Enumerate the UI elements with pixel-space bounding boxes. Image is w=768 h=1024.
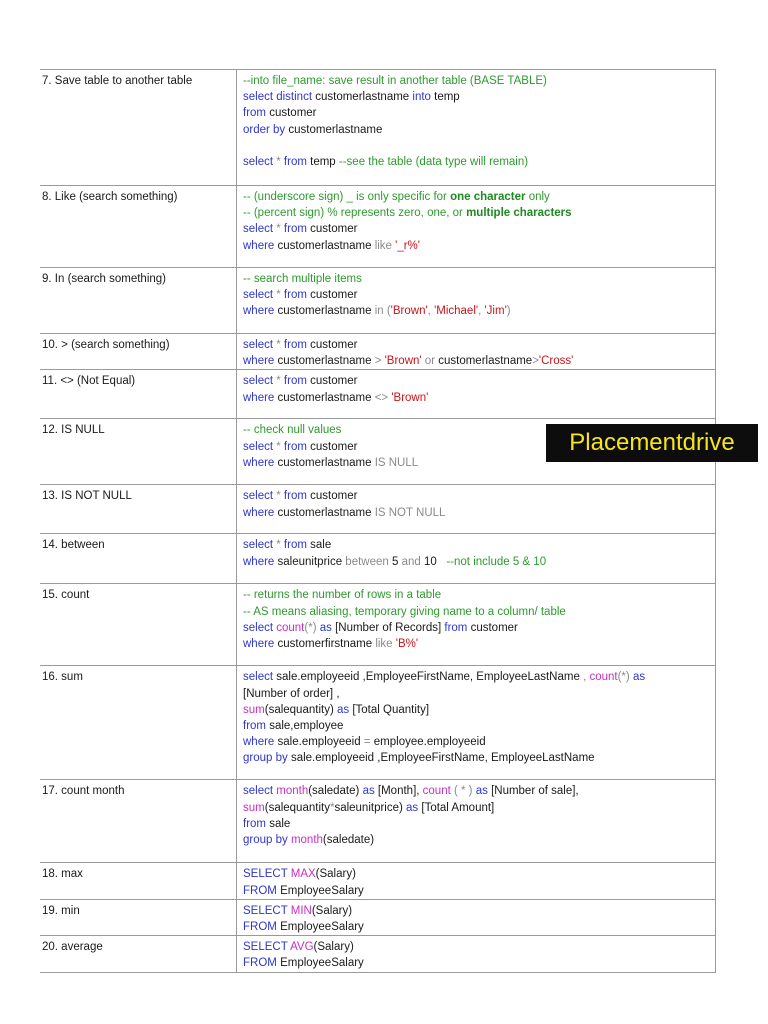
row-code: [237, 334, 716, 370]
code-line: [243, 783, 711, 799]
code-line: [243, 122, 711, 138]
code-token: (*): [304, 621, 320, 634]
code-token: as: [632, 671, 646, 684]
code-line: [243, 866, 711, 882]
code-line: [243, 620, 711, 636]
code-line: [243, 271, 711, 287]
code-token: customer: [310, 223, 358, 236]
code-line: [243, 939, 711, 955]
code-token: customer: [269, 107, 317, 120]
code-line: [243, 205, 711, 221]
code-line: [243, 238, 711, 254]
code-token: <>: [374, 391, 392, 404]
code-token: select: [243, 339, 277, 351]
row-label: 18. max: [40, 863, 237, 899]
code-token: EmployeeSalary: [280, 921, 364, 934]
code-token: select: [243, 156, 277, 168]
code-token: sum: [243, 801, 265, 814]
sql-cheatsheet-table: [40, 69, 716, 973]
code-token: [Total Amount]: [421, 801, 495, 814]
code-token: into: [412, 91, 435, 104]
code-token: [Total Quantity]: [352, 703, 430, 716]
code-token: 10: [423, 555, 447, 568]
code-token: FROM: [243, 884, 281, 897]
code-token: month: [276, 785, 309, 798]
code-line: [243, 587, 711, 603]
code-token: *: [276, 440, 284, 453]
code-token: select: [243, 490, 277, 503]
code-token: from: [283, 339, 311, 351]
code-token: where: [243, 239, 278, 252]
table-row: [40, 370, 716, 419]
code-token: 'Cross': [538, 355, 574, 368]
code-token: -- AS means aliasing, temporary giving name to a column/ table: [243, 605, 566, 618]
code-token: EmployeeSalary: [280, 884, 364, 897]
row-label: 13. IS NOT NULL: [40, 485, 237, 534]
code-token: from: [283, 440, 311, 453]
code-line: [243, 734, 711, 750]
row-code: [237, 485, 716, 534]
code-line: [243, 353, 711, 369]
row-code: [237, 936, 716, 972]
code-token: customer: [470, 621, 518, 634]
row-code: [237, 863, 716, 899]
code-line: [243, 636, 711, 652]
code-token: (*): [617, 671, 633, 684]
code-token: customerlastname: [277, 305, 375, 318]
sheet-body: [40, 70, 716, 973]
code-token: FROM: [243, 957, 281, 970]
table-row: [40, 485, 716, 534]
code-line: [243, 154, 711, 170]
code-token: sale: [310, 539, 332, 552]
row-code: [237, 186, 716, 268]
code-token: (Salary): [313, 941, 354, 954]
code-token: select: [243, 223, 277, 236]
code-token: select: [243, 785, 277, 798]
code-line: [243, 390, 711, 406]
code-line: [243, 883, 711, 899]
code-token: select: [243, 440, 277, 453]
code-token: [Number of sale],: [491, 785, 579, 798]
code-line: [243, 750, 711, 766]
code-token: count: [589, 671, 618, 684]
code-line: [243, 488, 711, 504]
code-token: customer: [310, 440, 358, 453]
code-token: *: [276, 490, 284, 503]
code-token: between: [345, 555, 392, 568]
code-token: customer: [310, 339, 358, 351]
row-label: 10. > (search something): [40, 334, 237, 370]
code-token: 'B%': [395, 638, 419, 651]
code-token: month: [290, 834, 323, 847]
code-line: [243, 903, 711, 919]
code-token: where: [243, 391, 278, 404]
code-line: [243, 604, 711, 620]
code-token: ( * ): [453, 785, 476, 798]
code-token: 'Brown': [391, 391, 429, 404]
table-row: [40, 70, 716, 186]
row-label: 15. count: [40, 584, 237, 666]
code-token: -- (underscore sign) _ is only specific for: [243, 191, 451, 203]
code-token: select: [243, 539, 277, 552]
row-code: [237, 780, 716, 863]
table-row: [40, 936, 716, 972]
code-token: 'Brown': [390, 305, 428, 318]
code-line: [243, 800, 711, 816]
code-token: from: [283, 375, 311, 388]
code-token: customerlastname: [438, 355, 533, 368]
code-token: customerlastname: [315, 91, 413, 104]
code-token: from: [283, 539, 311, 552]
row-label: 14. between: [40, 534, 237, 584]
code-token: count: [276, 621, 305, 634]
code-token: group by: [243, 834, 291, 847]
code-token: customer: [310, 490, 358, 503]
code-token: count: [422, 785, 454, 798]
code-line: [243, 287, 711, 303]
code-token: ,: [583, 671, 590, 684]
code-token: select: [243, 289, 277, 302]
code-token: (saledate): [308, 785, 363, 798]
code-token: (salequantity): [264, 703, 337, 716]
code-token: [Number of order] ,: [243, 687, 340, 700]
code-line: [243, 832, 711, 848]
code-token: from: [243, 107, 270, 120]
code-line: [243, 221, 711, 237]
code-token: from: [243, 720, 270, 733]
code-token: MAX: [290, 868, 316, 881]
code-token: >: [532, 355, 539, 368]
code-token: from: [444, 621, 471, 634]
code-token: like: [374, 239, 396, 252]
code-token: from: [283, 223, 311, 236]
row-label: 7. Save table to another table: [40, 70, 237, 186]
table-row: [40, 186, 716, 268]
code-token: -- returns the number of rows in a table: [243, 589, 442, 602]
row-label: 16. sum: [40, 666, 237, 780]
code-token: -- search multiple items: [243, 273, 362, 285]
code-line: [243, 105, 711, 121]
code-token: IS NULL: [374, 456, 419, 469]
row-label: 9. In (search something): [40, 268, 237, 334]
code-token: ): [506, 305, 511, 318]
table-row: [40, 899, 716, 935]
code-token: customerlastname: [277, 456, 375, 469]
row-label: 20. average: [40, 936, 237, 972]
code-token: *: [276, 539, 284, 552]
code-token: ,: [427, 305, 435, 318]
code-line: [243, 554, 711, 570]
code-line: [243, 718, 711, 734]
code-line: [243, 89, 711, 105]
code-line: [243, 303, 711, 319]
code-token: 5: [391, 555, 402, 568]
code-token: or: [421, 355, 439, 368]
code-token: AVG: [290, 941, 314, 954]
code-token: sale,employee: [269, 720, 344, 733]
code-line: [243, 686, 711, 702]
code-token: (Salary): [311, 904, 353, 917]
code-token: group by: [243, 752, 291, 765]
code-token: select distinct: [243, 91, 316, 104]
code-token: --not include 5 & 10: [446, 555, 547, 568]
code-token: where: [243, 555, 278, 568]
code-token: *: [276, 223, 284, 236]
row-code: [237, 268, 716, 334]
code-token: sale.employeeid ,EmployeeFirstName, EmployeeLastName: [290, 752, 595, 765]
code-token: as: [406, 801, 422, 814]
code-token: from: [283, 289, 311, 302]
table-row: [40, 666, 716, 780]
row-code: [237, 899, 716, 935]
table-row: [40, 534, 716, 584]
code-token: sale: [269, 817, 291, 830]
code-token: where: [243, 506, 278, 519]
code-token: employee.employeeid: [373, 736, 486, 749]
code-token: select: [243, 621, 277, 634]
code-token: '_r%': [395, 239, 420, 252]
row-code: [237, 534, 716, 584]
code-token: [Month],: [377, 785, 423, 798]
code-token: from: [283, 490, 311, 503]
code-token: customer: [310, 289, 358, 302]
code-token: customerlastname: [277, 506, 375, 519]
code-line: [243, 505, 711, 521]
code-token: *: [329, 801, 335, 814]
code-line: [243, 702, 711, 718]
row-code: [237, 70, 716, 186]
code-token: --see the table (data type will remain): [338, 156, 529, 168]
code-line: [243, 816, 711, 832]
code-token: [Number of Records]: [335, 621, 445, 634]
code-token: where: [243, 456, 278, 469]
code-token: like: [375, 638, 396, 651]
code-token: customer: [310, 375, 358, 388]
code-token: customerlastname: [277, 391, 375, 404]
row-label: 11. <> (Not Equal): [40, 370, 237, 419]
code-token: from: [283, 156, 311, 168]
code-token: where: [243, 736, 278, 749]
row-label: 8. Like (search something): [40, 186, 237, 268]
code-token: --into file_name: save result in another table (BASE TABLE): [243, 75, 547, 87]
code-token: customerlastname: [277, 355, 375, 368]
code-token: -- (percent sign) % represents zero, one, or: [243, 207, 467, 220]
code-token: customerlastname: [277, 239, 375, 252]
row-code: [237, 584, 716, 666]
code-token: temp: [434, 91, 460, 104]
code-token: ,: [478, 305, 485, 318]
code-token: (salequantity: [264, 801, 330, 814]
code-token: where: [243, 355, 278, 368]
code-token: 'Michael': [434, 305, 479, 318]
code-line: [243, 373, 711, 389]
code-token: SELECT: [243, 941, 291, 954]
table-row: [40, 334, 716, 370]
code-token: *: [276, 339, 284, 351]
code-token: *: [276, 156, 284, 168]
code-token: as: [336, 703, 353, 716]
code-token: select: [243, 375, 277, 388]
code-token: 'Jim': [484, 305, 507, 318]
row-label: 12. IS NULL: [40, 419, 237, 485]
code-token: IS NOT NULL: [374, 506, 446, 519]
code-token: (Salary): [315, 868, 356, 881]
code-token: and: [401, 555, 424, 568]
code-token: sale.employeeid ,EmployeeFirstName, EmployeeLastName: [276, 671, 584, 684]
row-label: 19. min: [40, 899, 237, 935]
code-token: *: [276, 289, 284, 302]
code-token: multiple characters: [466, 207, 572, 220]
code-token: (saledate): [322, 834, 375, 847]
code-token: sum: [243, 703, 265, 716]
code-token: customerlastname: [288, 123, 383, 136]
code-token: customerfirstname: [277, 638, 376, 651]
code-token: SELECT: [243, 904, 291, 917]
code-line: [243, 189, 711, 205]
code-token: in (: [374, 305, 391, 318]
placementdrive-watermark: Placementdrive: [546, 424, 758, 462]
code-line: [243, 138, 711, 154]
code-token: =: [363, 736, 374, 749]
code-token: one character: [450, 191, 526, 203]
code-token: select: [243, 671, 277, 684]
code-token: as: [319, 621, 336, 634]
code-line: [243, 537, 711, 553]
code-token: 'Brown': [384, 355, 422, 368]
code-token: order by: [243, 123, 289, 136]
code-token: sale.employeeid: [277, 736, 364, 749]
code-token: *: [276, 375, 284, 388]
code-token: only: [525, 191, 550, 203]
code-token: where: [243, 638, 278, 651]
code-token: >: [374, 355, 385, 368]
code-token: temp: [310, 156, 339, 168]
code-line: [243, 919, 711, 935]
table-row: [40, 780, 716, 863]
code-token: -- check null values: [243, 424, 342, 437]
code-token: SELECT: [243, 868, 291, 881]
code-token: FROM: [243, 921, 281, 934]
code-line: [243, 337, 711, 353]
code-token: from: [243, 817, 270, 830]
table-row: [40, 863, 716, 899]
code-line: [243, 73, 711, 89]
code-token: as: [475, 785, 492, 798]
table-row: [40, 584, 716, 666]
row-label: 17. count month: [40, 780, 237, 863]
code-token: saleunitprice: [277, 555, 346, 568]
code-line: [243, 669, 711, 685]
row-code: [237, 666, 716, 780]
code-token: as: [362, 785, 378, 798]
code-token: where: [243, 305, 278, 318]
code-line: [243, 955, 711, 971]
code-token: saleunitprice): [334, 801, 407, 814]
row-code: [237, 370, 716, 419]
table-row: [40, 268, 716, 334]
code-token: EmployeeSalary: [280, 957, 364, 970]
code-token: MIN: [290, 904, 312, 917]
